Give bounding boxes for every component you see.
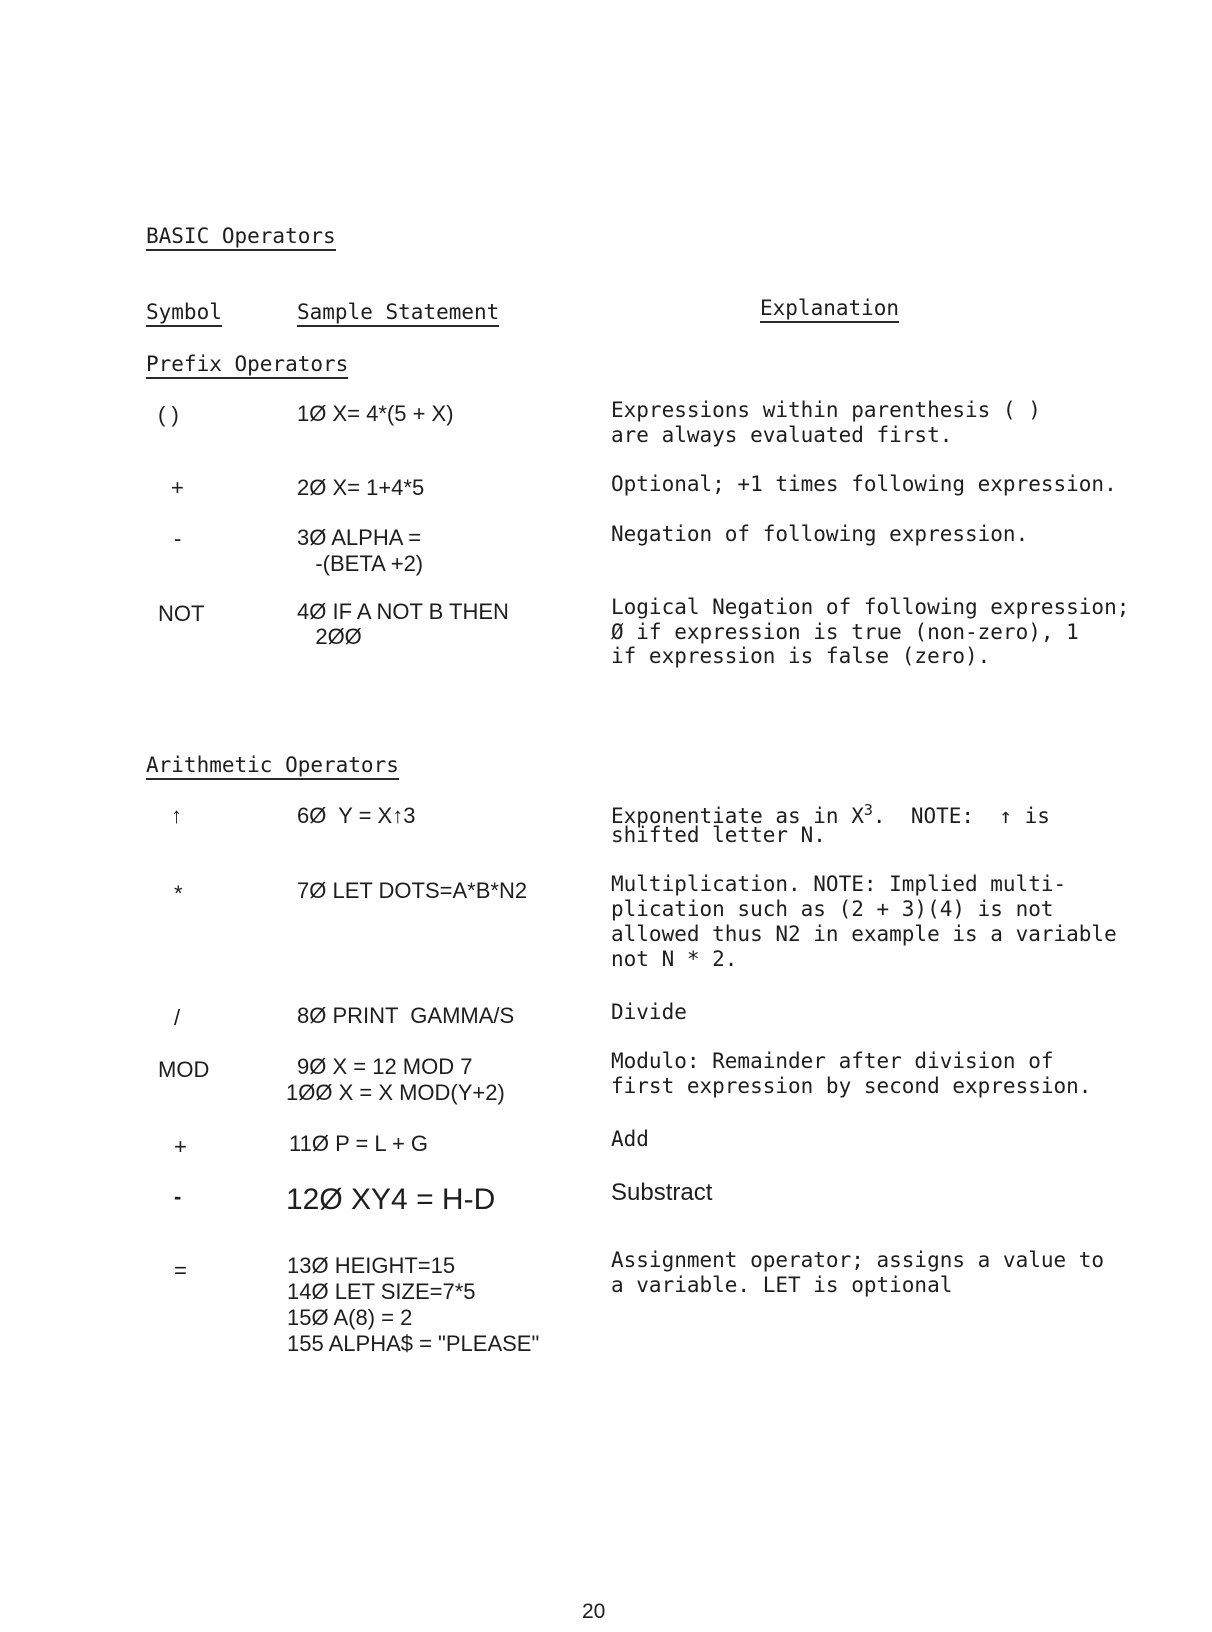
explanation-line: Multiplication. NOTE: Implied multi-	[611, 872, 1067, 896]
symbol-cell: +	[174, 1134, 187, 1159]
explanation-line: Optional; +1 times following expression.	[611, 472, 1117, 496]
header-sample-statement: Sample Statement	[297, 300, 499, 327]
symbol-cell: MOD	[158, 1057, 210, 1082]
sample-statement: 13Ø HEIGHT=15	[287, 1253, 456, 1278]
explanation-line: Divide	[611, 1000, 687, 1024]
explanation-line: Negation of following expression.	[611, 522, 1029, 546]
explanation-line: not N * 2.	[611, 947, 738, 971]
explanation-line: Assignment operator; assigns a value to	[611, 1248, 1105, 1272]
sample-statement: 15Ø A(8) = 2	[287, 1305, 413, 1330]
sample-statement: 1Ø X= 4*(5 + X)	[297, 401, 454, 426]
symbol-cell: +	[171, 475, 184, 500]
explanation-line: allowed thus N2 in example is a variable	[611, 922, 1117, 946]
symbol-cell: -	[174, 526, 182, 551]
explanation-line: Substract	[611, 1179, 713, 1206]
sample-statement: 9Ø X = 12 MOD 7	[297, 1054, 473, 1079]
explanation-line: shifted letter N.	[611, 823, 826, 847]
symbol-cell: ↑	[171, 803, 182, 828]
sample-statement: 3Ø ALPHA =	[297, 525, 422, 550]
explanation-line: Exponentiate as in $X^3$. NOTE: ↑ is	[611, 801, 1050, 828]
sample-statement: 7Ø LET DOTS=A*B*N2	[297, 878, 528, 903]
sample-statement: 2Ø X= 1+4*5	[297, 475, 425, 500]
sample-statement: 8Ø PRINT GAMMA/S	[297, 1003, 515, 1028]
sample-statement: 12Ø XY4 = H-D	[286, 1183, 496, 1216]
sample-statement: 4Ø IF A NOT B THEN	[297, 599, 509, 624]
symbol-cell: *	[174, 881, 183, 906]
explanation-line: Expressions within parenthesis ( )	[611, 398, 1041, 422]
explanation-line: Ø if expression is true (non-zero), 1	[611, 620, 1079, 644]
explanation-line: if expression is false (zero).	[611, 644, 991, 668]
sample-statement: -(BETA +2)	[297, 551, 424, 576]
sample-statement: 6Ø Y = X↑3	[297, 803, 416, 828]
symbol-cell: ( )	[158, 402, 179, 427]
page-number: 20	[582, 1600, 606, 1623]
sample-statement: 14Ø LET SIZE=7*5	[287, 1279, 476, 1304]
page-title: BASIC Operators	[146, 224, 336, 251]
header-symbol: Symbol	[146, 300, 222, 327]
explanation-line: a variable. LET is optional	[611, 1273, 953, 1297]
sample-statement: 2ØØ	[297, 624, 362, 649]
explanation-line: first expression by second expression.	[611, 1074, 1092, 1098]
symbol-cell: =	[174, 1258, 187, 1283]
explanation-line: Logical Negation of following expression;	[611, 595, 1130, 619]
explanation-line: plication such as (2 + 3)(4) is not	[611, 897, 1054, 921]
symbol-cell: NOT	[158, 601, 205, 626]
sample-statement: 11Ø P = L + G	[289, 1131, 429, 1156]
header-explanation: Explanation	[760, 296, 899, 323]
section-heading-arithmetic: Arithmetic Operators	[146, 753, 399, 780]
explanation-line: Add	[611, 1127, 649, 1151]
sample-statement: 1ØØ X = X MOD(Y+2)	[286, 1080, 505, 1105]
explanation-line: Modulo: Remainder after division of	[611, 1049, 1054, 1073]
section-heading-prefix: Prefix Operators	[146, 352, 348, 379]
symbol-cell: -	[174, 1184, 182, 1209]
explanation-line: are always evaluated first.	[611, 423, 953, 447]
symbol-cell: /	[174, 1005, 181, 1030]
sample-statement: 155 ALPHA$ = "PLEASE"	[287, 1331, 540, 1356]
